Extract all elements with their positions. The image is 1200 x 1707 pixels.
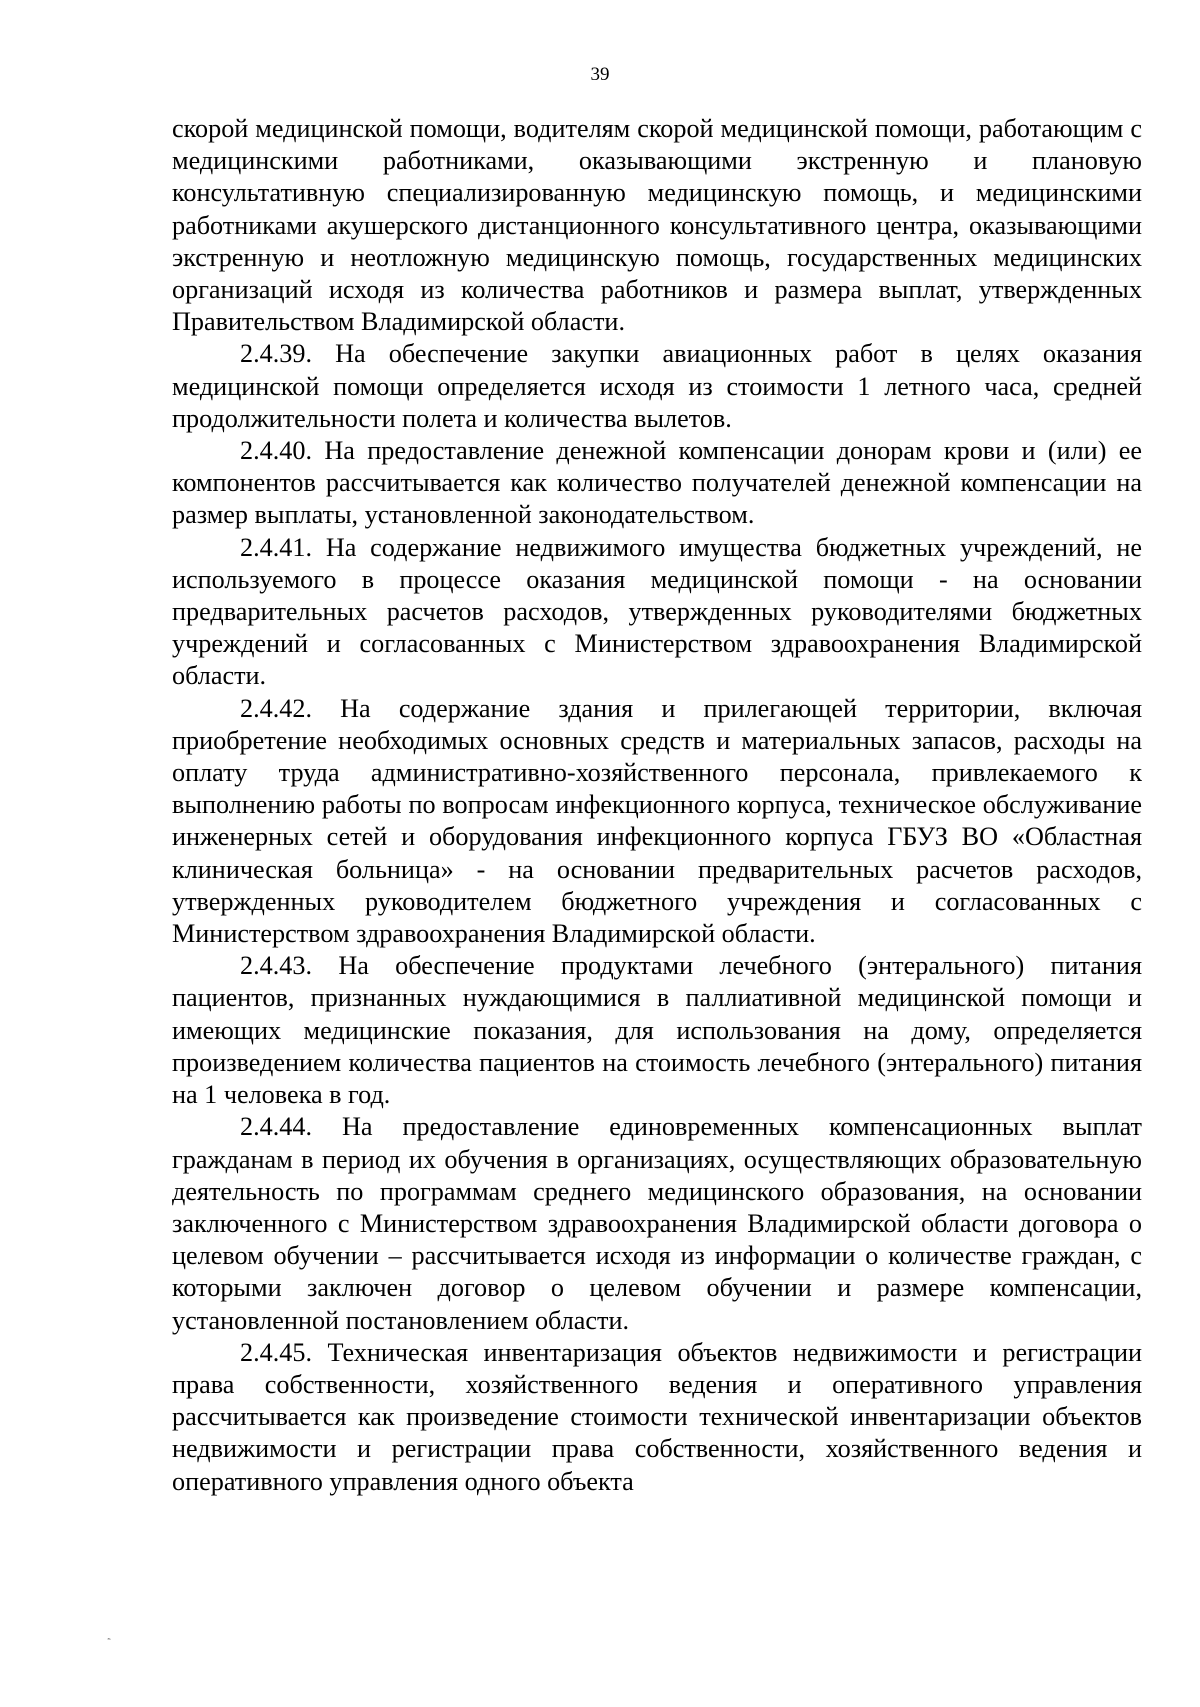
paragraph-2-4-44: 2.4.44. На предоставление единовременных компенсационных выплат гражданам в период их обучения в организациях, осуществляющих образовательную деятельность по программам среднего медицинского образования, на основании заключенного с Министерством здравоохранения Владимирской области договора о целевом обучении – рассчитывается исходя из информации о количестве граждан, с которыми заключен договор о целевом обучении и размере компенсации, установленной постановлением области. xyxy=(172,1112,1142,1335)
paragraph-2-4-40: 2.4.40. На предоставление денежной компенсации донорам крови и (или) ее компонентов рассчитывается как количество получателей денежной компенсации на размер выплаты, установленной законодательством. xyxy=(172,436,1142,530)
page-number: 39 xyxy=(590,64,610,85)
paragraph-continuation: скорой медицинской помощи, водителям скорой медицинской помощи, работающим с медицинскими работниками, оказывающими экстренную и плановую консультативную специализированную медицинскую помощь, и медицинскими работниками акушерского дистанционного консультативного центра, оказывающими экстренную и неотложную медицинскую помощь, государственных медицинских организаций исходя из количества работников и размера выплат, утвержденных Правительством Владимирской области. xyxy=(172,114,1142,337)
paragraph-2-4-39: 2.4.39. На обеспечение закупки авиационных работ в целях оказания медицинской помощи определяется исходя из стоимости 1 летного часа, средней продолжительности полета и количества вылетов. xyxy=(172,339,1142,433)
paragraph-2-4-45: 2.4.45. Техническая инвентаризация объектов недвижимости и регистрации права собственности, хозяйственного ведения и оперативного управления рассчитывается как произведение стоимости технической инвентаризации объектов недвижимости и регистрации права собственности, хозяйственного ведения и оперативного управления одного объекта xyxy=(172,1337,1142,1496)
paragraph-2-4-42: 2.4.42. На содержание здания и прилегающей территории, включая приобретение необходимых основных средств и материальных запасов, расходы на оплату труда административно-хозяйственного персонала, привлекаемого к выполнению работы по вопросам инфекционного корпуса, техническое обслуживание инженерных сетей и оборудования инфекционного корпуса ГБУЗ ВО «Областная клиническая больница» - на основании предварительных расчетов расходов, утвержденных руководителем бюджетного учреждения и согласованных с Министерством здравоохранения Владимирской области. xyxy=(172,693,1142,949)
document-body xyxy=(172,113,1142,1498)
paragraph-2-4-43: 2.4.43. На обеспечение продуктами лечебного (энтерального) питания пациентов, признанных нуждающимися в паллиативной медицинской помощи и имеющих медицинские показания, для использования на дому, определяется произведением количества пациентов на стоимость лечебного (энтерального) питания на 1 человека в год. xyxy=(172,951,1142,1110)
scan-mark: ˏ xyxy=(99,1627,113,1643)
paragraph-2-4-41: 2.4.41. На содержание недвижимого имущества бюджетных учреждений, не используемого в процессе оказания медицинской помощи - на основании предварительных расчетов расходов, утвержденных руководителями бюджетных учреждений и согласованных с Министерством здравоохранения Владимирской области. xyxy=(172,532,1142,691)
